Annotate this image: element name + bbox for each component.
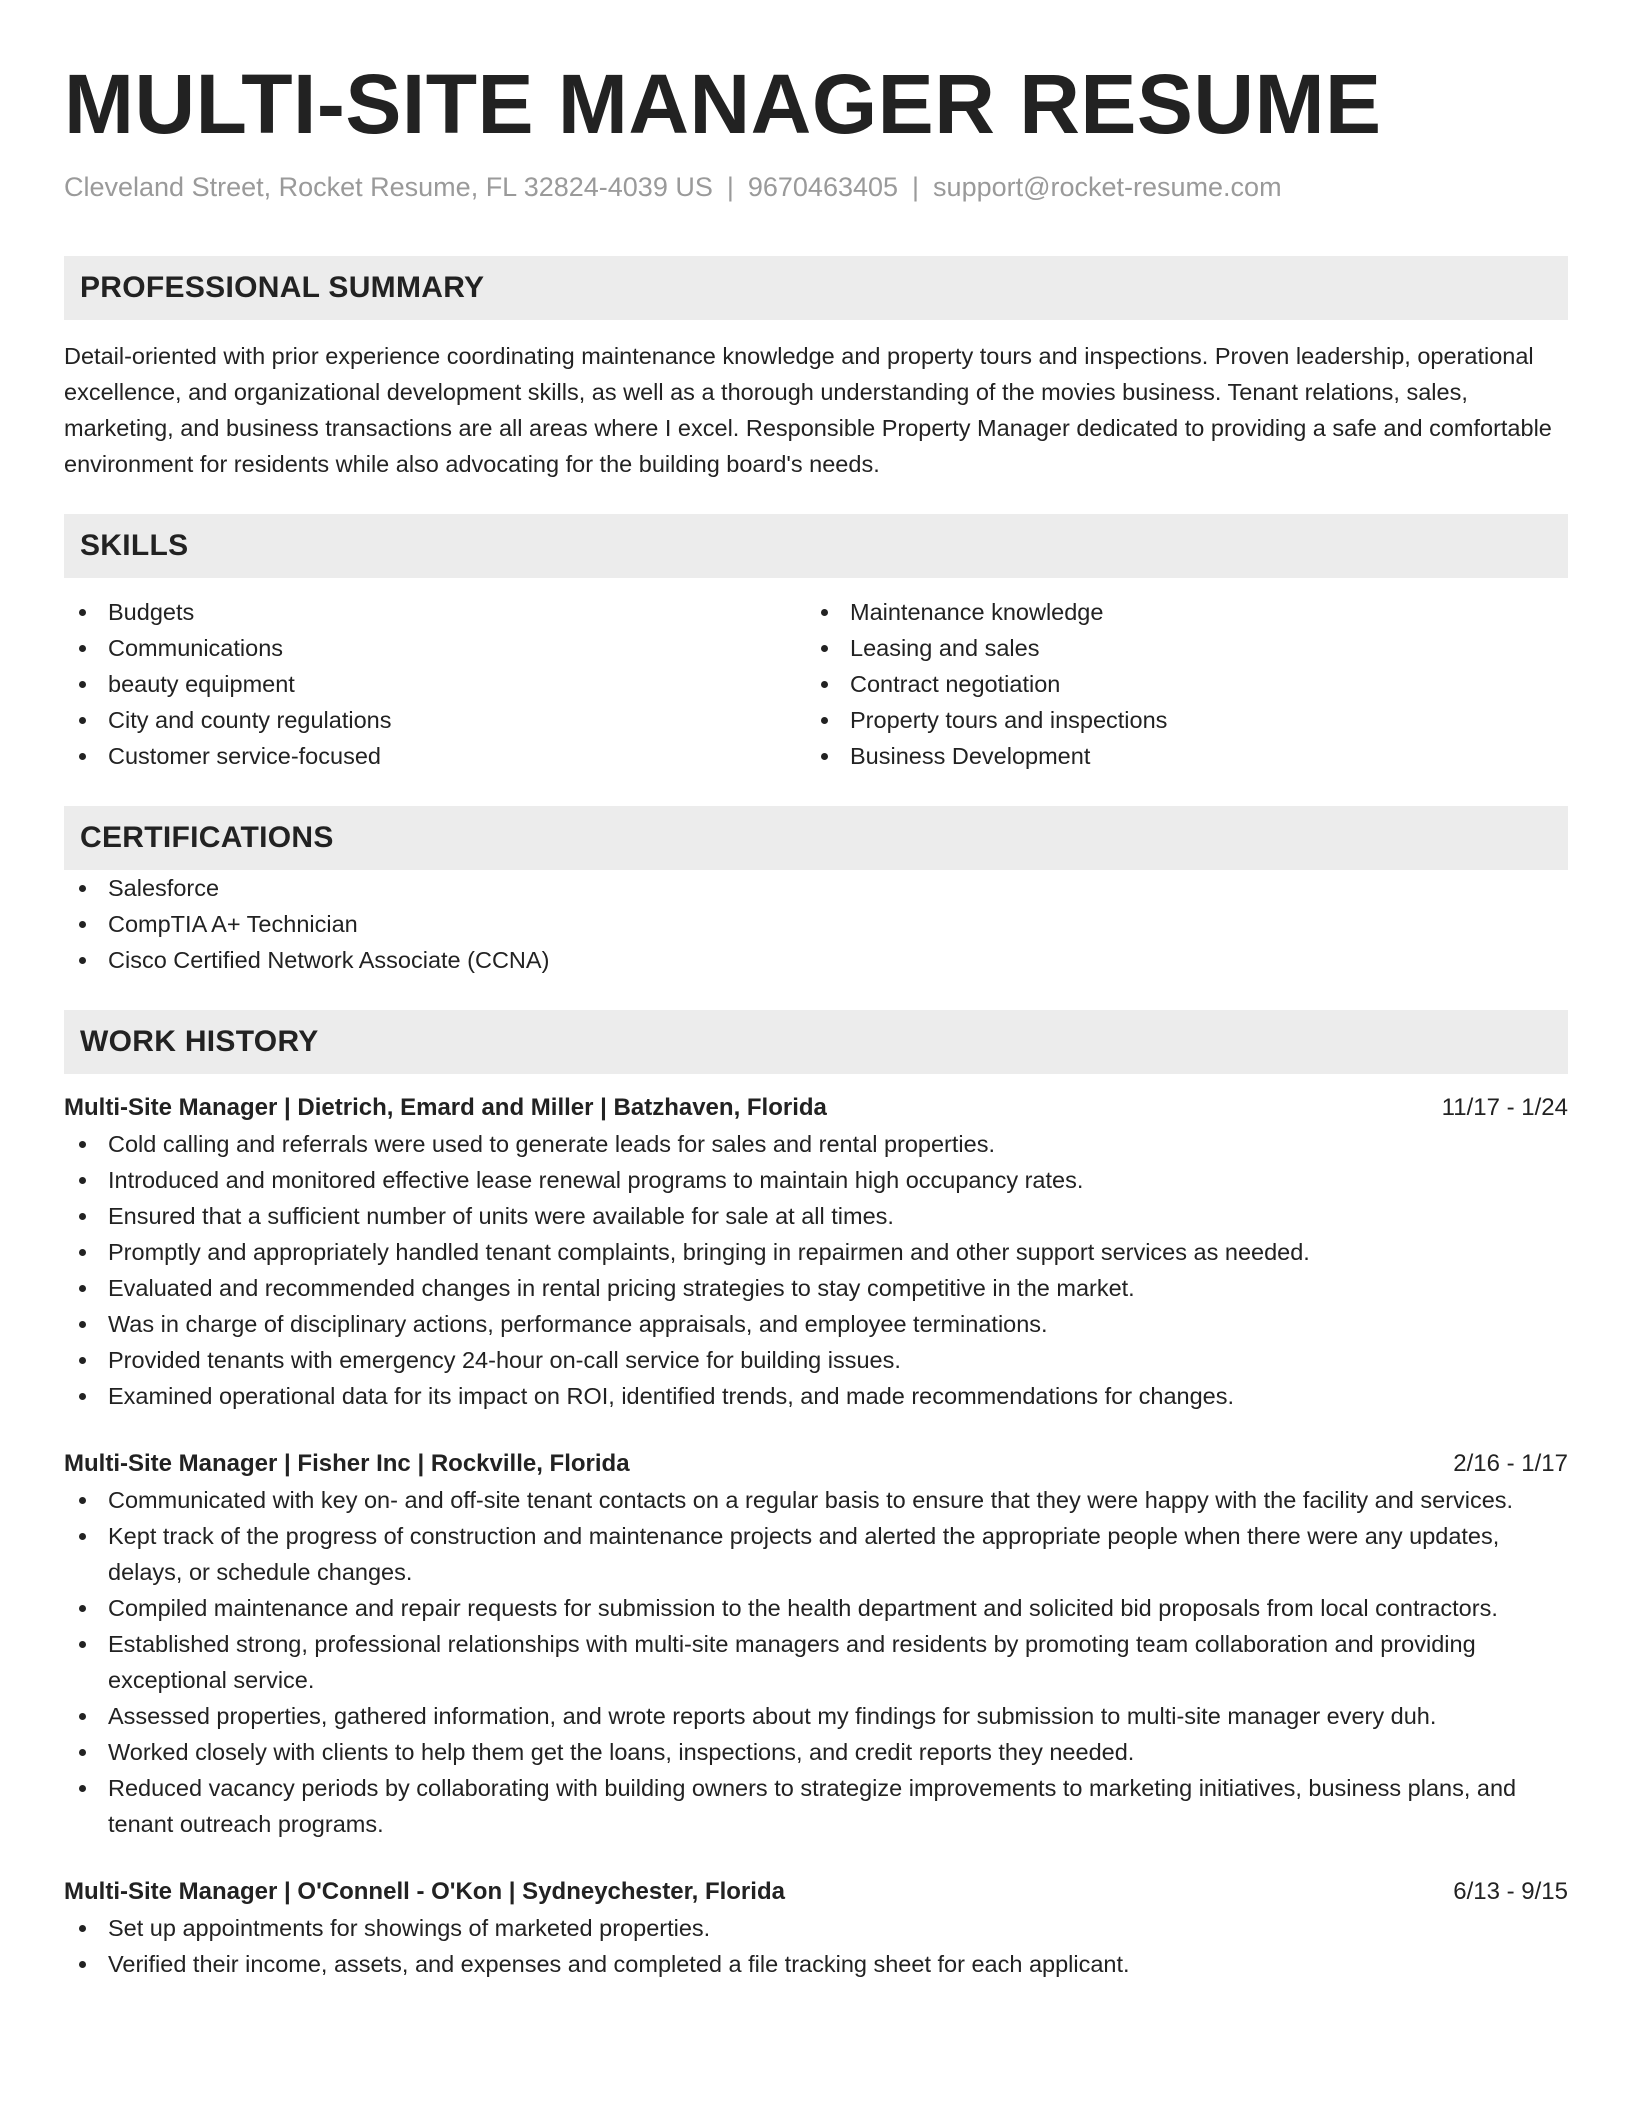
job-dates: 11/17 - 1/24: [1441, 1094, 1568, 1121]
job-header: [64, 1446, 1568, 1482]
job-bullet: Ensured that a sufficient number of units were available for sale at all times.: [64, 1198, 1568, 1234]
job-bullet: Examined operational data for its impact on ROI, identified trends, and made recommendations for changes.: [64, 1378, 1568, 1414]
job-dates: 2/16 - 1/17: [1453, 1450, 1568, 1477]
skills-list-right: [806, 594, 1548, 774]
skills-heading: SKILLS: [64, 514, 1568, 578]
certification-item: Salesforce: [64, 870, 1568, 906]
contact-separator: |: [912, 172, 920, 202]
skill-item: Budgets: [64, 594, 806, 630]
job-bullet: Reduced vacancy periods by collaborating with building owners to strategize improvements to marketing initiatives, business plans, and tenant outreach programs.: [64, 1770, 1568, 1842]
certifications-list: [64, 870, 1568, 978]
job-dates: 6/13 - 9/15: [1453, 1878, 1568, 1905]
work-history-heading: WORK HISTORY: [64, 1010, 1568, 1074]
job-bullet: Provided tenants with emergency 24-hour on-call service for building issues.: [64, 1342, 1568, 1378]
certification-item: Cisco Certified Network Associate (CCNA): [64, 942, 1568, 978]
contact-email[interactable]: support@rocket-resume.com: [933, 172, 1282, 202]
job-bullet: Communicated with key on- and off-site tenant contacts on a regular basis to ensure that they were happy with the facility and services.: [64, 1482, 1568, 1518]
job-bullet-list: [64, 1126, 1568, 1414]
job-bullet: Was in charge of disciplinary actions, performance appraisals, and employee terminations.: [64, 1306, 1568, 1342]
job-bullet: Introduced and monitored effective lease renewal programs to maintain high occupancy rates.: [64, 1162, 1568, 1198]
skill-item: Maintenance knowledge: [806, 594, 1548, 630]
skills-grid: [64, 594, 1568, 774]
job-bullet: Compiled maintenance and repair requests for submission to the health department and solicited bid proposals from local contractors.: [64, 1590, 1568, 1626]
skill-item: beauty equipment: [64, 666, 806, 702]
job-title: Multi-Site Manager | Fisher Inc | Rockville, Florida: [64, 1450, 630, 1477]
skill-item: Leasing and sales: [806, 630, 1548, 666]
summary-heading: PROFESSIONAL SUMMARY: [64, 256, 1568, 320]
job-bullet: Evaluated and recommended changes in rental pricing strategies to stay competitive in the market.: [64, 1270, 1568, 1306]
skills-list-left: [64, 594, 806, 774]
job-bullet: Verified their income, assets, and expenses and completed a file tracking sheet for each applicant.: [64, 1946, 1568, 1982]
contact-separator: |: [726, 172, 734, 202]
summary-text: Detail-oriented with prior experience coordinating maintenance knowledge and property tours and inspections. Proven leadership, operational excellence, and organizational development skills, as well as a thorough understanding of the movies business. Tenant relations, sales, marketing, and business transactions are all areas where I excel. Responsible Property Manager dedicated to providing a safe and comfortable environment for residents while also advocating for the building board's needs.: [64, 343, 1552, 477]
skill-item: Business Development: [806, 738, 1548, 774]
resume-title: MULTI-SITE MANAGER RESUME: [64, 57, 1382, 151]
job-bullet: Worked closely with clients to help them get the loans, inspections, and credit reports they needed.: [64, 1734, 1568, 1770]
skill-item: Property tours and inspections: [806, 702, 1548, 738]
job-bullet: Established strong, professional relationships with multi-site managers and residents by promoting team collaboration and providing exceptional service.: [64, 1626, 1568, 1698]
job-header: [64, 1874, 1568, 1910]
job-header: [64, 1090, 1568, 1126]
job-title: Multi-Site Manager | Dietrich, Emard and Miller | Batzhaven, Florida: [64, 1094, 827, 1121]
contact-line: [64, 170, 1568, 204]
job-bullet: Set up appointments for showings of marketed properties.: [64, 1910, 1568, 1946]
job-bullet-list: [64, 1482, 1568, 1842]
certification-item: CompTIA A+ Technician: [64, 906, 1568, 942]
contact-address: Cleveland Street, Rocket Resume, FL 32824-4039 US: [64, 172, 713, 202]
resume-page: [64, 0, 1568, 1982]
certifications-heading: CERTIFICATIONS: [64, 806, 1568, 870]
job-bullet: Cold calling and referrals were used to generate leads for sales and rental properties.: [64, 1126, 1568, 1162]
contact-phone: 9670463405: [747, 172, 899, 202]
skill-item: Communications: [64, 630, 806, 666]
job-bullet: Kept track of the progress of construction and maintenance projects and alerted the appropriate people when there were any updates, delays, or schedule changes.: [64, 1518, 1568, 1590]
skill-item: City and county regulations: [64, 702, 806, 738]
job-bullet: Promptly and appropriately handled tenant complaints, bringing in repairmen and other support services as needed.: [64, 1234, 1568, 1270]
job-title: Multi-Site Manager | O'Connell - O'Kon | Sydneychester, Florida: [64, 1878, 785, 1905]
skill-item: Customer service-focused: [64, 738, 806, 774]
skill-item: Contract negotiation: [806, 666, 1548, 702]
job-bullet: Assessed properties, gathered information, and wrote reports about my findings for submission to multi-site manager every duh.: [64, 1698, 1568, 1734]
job-bullet-list: [64, 1910, 1568, 1982]
